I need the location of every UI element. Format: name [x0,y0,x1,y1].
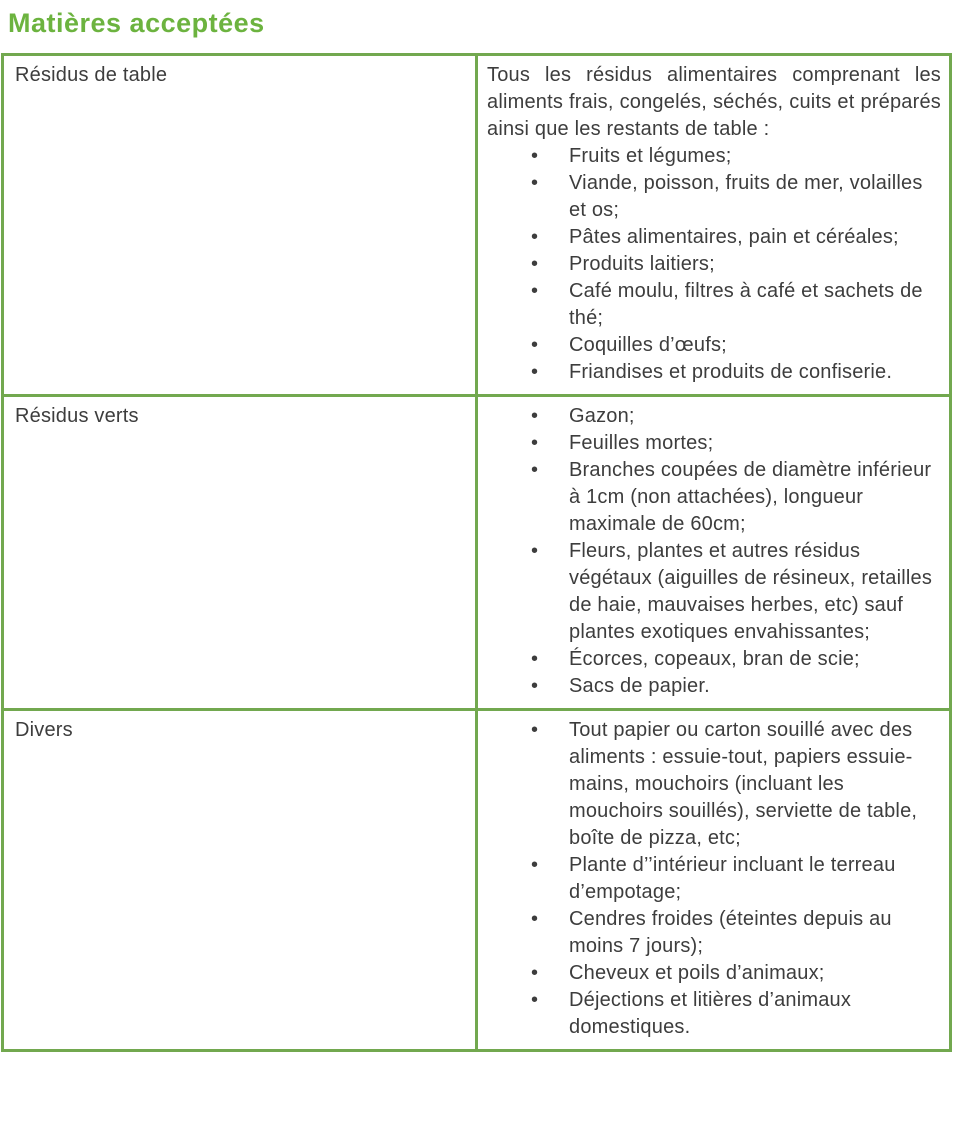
bullet-item: • Café moulu, filtres à café et sachets de thé; [487,278,941,332]
bullet-item: • Branches coupées de diamètre inférieur à 1cm (non attachées), longueur maximale de 60cm; [487,457,941,538]
bullet-list [487,403,941,700]
details-cell [478,397,949,708]
bullet-item: • Pâtes alimentaires, pain et céréales; [487,224,941,251]
bullet-item: • Fruits et légumes; [487,143,941,170]
bullet-item: • Viande, poisson, fruits de mer, volailles et os; [487,170,941,224]
category-cell: Résidus verts [4,397,478,708]
details-cell [478,56,949,394]
bullet-item: • Tout papier ou carton souillé avec des aliments : essuie-tout, papiers essuie-mains, mouchoirs (incluant les mouchoirs souillés), serviette de table, boîte de pizza, etc; [487,717,941,852]
bullet-list [487,143,941,386]
bullet-item: • Sacs de papier. [487,673,941,700]
intro-paragraph: Tous les résidus alimentaires comprenant les aliments frais, congelés, séchés, cuits et préparés ainsi que les restants de table : [487,64,941,140]
bullet-item: • Produits laitiers; [487,251,941,278]
bullet-item: • Feuilles mortes; [487,430,941,457]
bullet-item: • Écorces, copeaux, bran de scie; [487,646,941,673]
bullet-item: • Coquilles d’œufs; [487,332,941,359]
table-row [4,394,949,708]
bullet-item: • Cendres froides (éteintes depuis au moins 7 jours); [487,906,941,960]
table-row [4,708,949,1049]
page-title: Matières acceptées [8,8,265,38]
bullet-item: • Cheveux et poils d’animaux; [487,960,941,987]
category-cell: Résidus de table [4,56,478,394]
accepted-materials-table [1,53,952,1052]
category-cell: Divers [4,711,478,1049]
bullet-item: • Friandises et produits de confiserie. [487,359,941,386]
bullet-item: • Fleurs, plantes et autres résidus végétaux (aiguilles de résineux, retailles de haie, mauvaises herbes, etc) sauf plantes exotiques envahissantes; [487,538,941,646]
table-row [4,56,949,394]
bullet-list [487,717,941,1041]
details-cell [478,711,949,1049]
bullet-item: • Gazon; [487,403,941,430]
bullet-item: • Plante d’’intérieur incluant le terreau d’empotage; [487,852,941,906]
bullet-item: • Déjections et litières d’animaux domestiques. [487,987,941,1041]
